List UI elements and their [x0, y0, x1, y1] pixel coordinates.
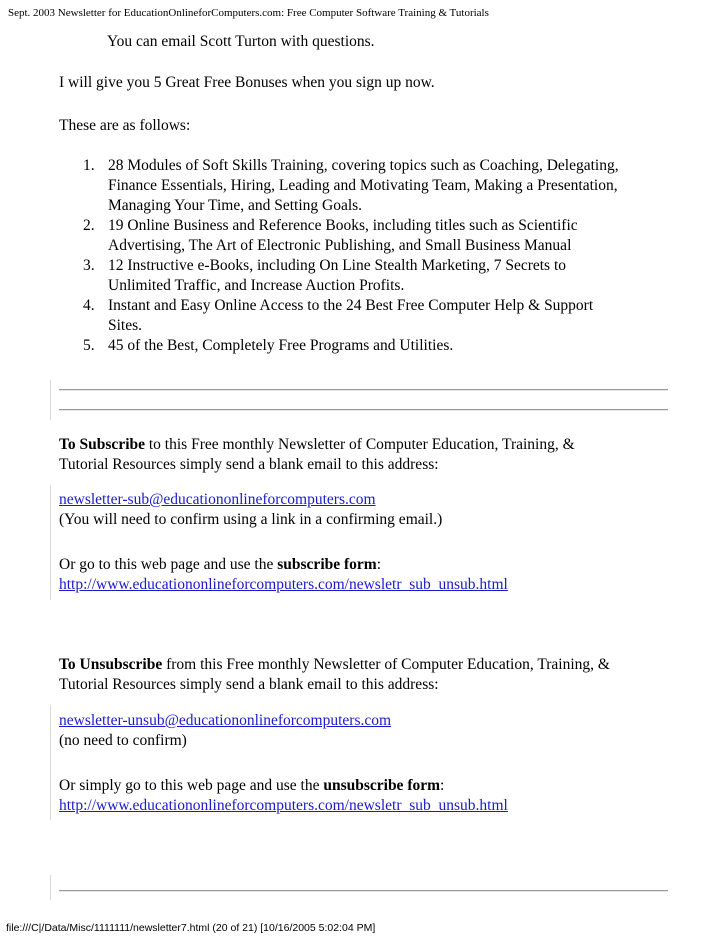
bonus-line: Managing Your Time, and Setting Goals. [108, 197, 363, 214]
subscribe-line-2: Tutorial Resources simply send a blank email to this address: [59, 456, 439, 473]
divider [59, 890, 668, 892]
rule-edge [50, 875, 51, 900]
bonus-number: 1. [83, 157, 95, 174]
unsubscribe-text: from this Free monthly Newsletter of Computer Education, Training, & [162, 656, 610, 673]
page-footer: file:///C|/Data/Misc/1111111/newsletter7.html (20 of 21) [10/16/2005 5:02:04 PM] [6, 922, 376, 934]
subscribe-heading: To Subscribe [59, 436, 145, 453]
page-header: Sept. 2003 Newsletter for EducationOnlineforComputers.com: Free Computer Software Training & Tutorials [8, 7, 489, 19]
subscribe-section [59, 435, 575, 475]
bonus-item [83, 256, 673, 296]
bonus-line: 19 Online Business and Reference Books, including titles such as Scientific [108, 217, 578, 234]
unsubscribe-email-link[interactable]: newsletter-unsub@educationonlineforcomputers.com [59, 712, 392, 729]
bonus-line: Instant and Easy Online Access to the 24 Best Free Computer Help & Support [108, 297, 594, 314]
unsubscribe-url-link[interactable]: http://www.educationonlineforcomputers.com/newsletr_sub_unsub.html [59, 797, 508, 814]
subscribe-web-block [59, 555, 508, 595]
block-edge [50, 485, 51, 600]
bonus-line: 28 Modules of Soft Skills Training, covering topics such as Coaching, Delegating, [108, 157, 619, 174]
unsubscribe-line-2: Tutorial Resources simply send a blank email to this address: [59, 676, 439, 693]
bonus-line: Advertising, The Art of Electronic Publishing, and Small Business Manual [108, 237, 572, 254]
subscribe-text: to this Free monthly Newsletter of Computer Education, Training, & [145, 436, 575, 453]
divider [59, 389, 668, 391]
unsubscribe-web-block [59, 776, 508, 816]
bonus-number: 4. [83, 297, 95, 314]
bonus-item [83, 156, 673, 216]
block-edge [50, 705, 51, 820]
bonus-item [83, 296, 673, 336]
unsubscribe-line-1 [59, 655, 610, 675]
subscribe-line-1 [59, 435, 575, 455]
bonus-intro: I will give you 5 Great Free Bonuses when you sign up now. [59, 74, 435, 91]
bonus-item [83, 336, 673, 356]
bonus-line: Sites. [108, 317, 143, 334]
subscribe-email-block [59, 490, 442, 530]
bonus-number: 2. [83, 217, 95, 234]
unsubscribe-section [59, 655, 610, 695]
bonus-line: Finance Essentials, Hiring, Leading and Motivating Team, Making a Presentation, [108, 177, 618, 194]
bonus-line: 45 of the Best, Completely Free Programs and Utilities. [108, 337, 454, 354]
subscribe-web-line [59, 555, 508, 575]
bonus-item [83, 216, 673, 256]
unsubscribe-form-label: unsubscribe form [323, 777, 441, 794]
subscribe-url-link[interactable]: http://www.educationonlineforcomputers.com/newsletr_sub_unsub.html [59, 576, 508, 593]
bonus-number: 5. [83, 337, 95, 354]
rule-edge [50, 380, 51, 420]
unsubscribe-email-block [59, 711, 391, 751]
unsubscribe-web-line [59, 776, 508, 796]
bonus-line: 12 Instructive e-Books, including On Line Stealth Marketing, 7 Secrets to [108, 257, 567, 274]
subscribe-form-label: subscribe form [277, 556, 377, 573]
unsubscribe-confirm-note: (no need to confirm) [59, 732, 187, 749]
subscribe-email-link[interactable]: newsletter-sub@educationonlineforcomputers.com [59, 491, 376, 508]
colon: : [376, 556, 382, 573]
unsubscribe-heading: To Unsubscribe [59, 656, 163, 673]
unsubscribe-web-text: Or simply go to this web page and use the [59, 777, 324, 794]
bonus-follows: These are as follows: [59, 117, 191, 134]
bonus-number: 3. [83, 257, 95, 274]
bonus-list [83, 156, 673, 356]
colon: : [440, 777, 445, 794]
subscribe-confirm-note: (You will need to confirm using a link in a confirming email.) [59, 511, 443, 528]
subscribe-web-text: Or go to this web page and use the [59, 556, 278, 573]
divider [59, 409, 668, 411]
email-note: You can email Scott Turton with questions. [107, 33, 375, 50]
bonus-line: Unlimited Traffic, and Increase Auction Profits. [108, 277, 405, 294]
